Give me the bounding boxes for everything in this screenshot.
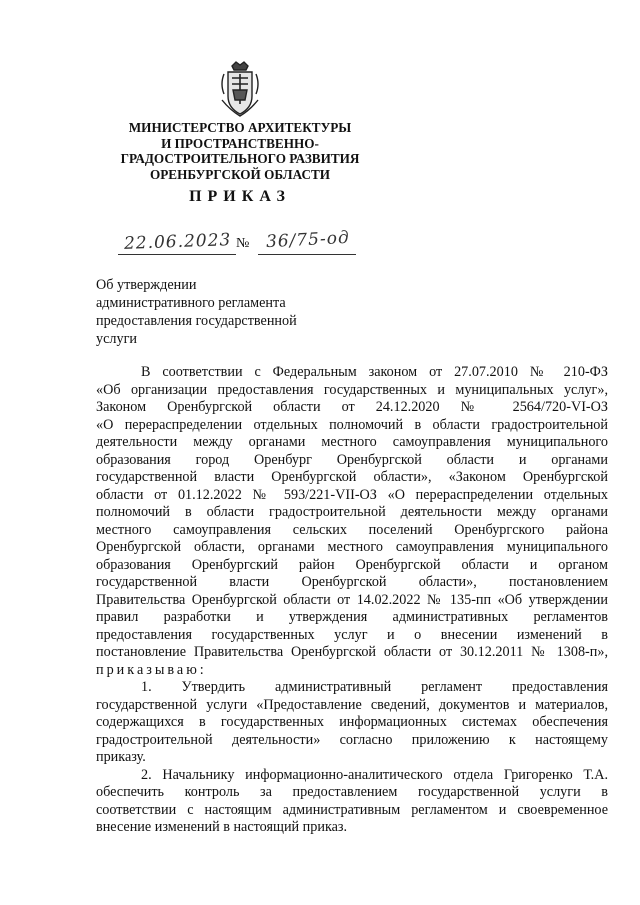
date-underline (118, 254, 236, 255)
body-line: «Об организации предоставления государственных и муниципальных услуг», (96, 381, 608, 398)
body-line: деятельности между органами местного самоуправления муниципального (96, 434, 608, 450)
body-line: образования город Оренбург Оренбургской области и органами (96, 451, 608, 468)
order-subject (96, 276, 356, 348)
body-line: содержащихся в государственных информационных системах обеспечения (96, 714, 608, 730)
order-title: ПРИКАЗ (189, 188, 291, 205)
body-line: приказу. (96, 749, 146, 765)
body-line: 1. Утвердить административный регламент предоставления (141, 679, 608, 695)
handwritten-number: 36/75-од (265, 227, 351, 253)
body-line: правил разработки и утверждения административных регламентов (96, 609, 608, 625)
ministry-line: МИНИСТЕРСТВО АРХИТЕКТУРЫ (128, 120, 352, 135)
body-line: внесение изменений в настоящий приказ. (96, 819, 348, 835)
handwritten-date: 22.06.2023 (123, 230, 232, 254)
ministry-line: И ПРОСТРАНСТВЕННО- (161, 135, 319, 151)
number-underline (258, 254, 356, 255)
body-line: государственной власти Оренбургской области», «Законом Оренбургской (96, 469, 608, 485)
item-1-paragraph (96, 679, 608, 767)
body-line: В соответствии с Федеральным законом от 27.07.2010 № 210-ФЗ (141, 364, 608, 380)
body-line: Правительства Оренбургской области от 14.02.2022 № 135-пп «Об утверждении (96, 591, 608, 608)
body-line: образования Оренбургский район Оренбургской области и органом (96, 556, 608, 573)
subject-line: предоставления государственной (96, 313, 297, 329)
body-line: соответствии с настоящим административным регламентом и своевременное (96, 801, 608, 818)
order-word: приказываю: (96, 661, 207, 678)
body-line: местного самоуправления сельских поселений Оренбургского района (96, 521, 608, 538)
item-2-paragraph (96, 767, 608, 837)
body-line: градостроительной деятельности» согласно приложению к настоящему (96, 731, 608, 748)
body-line: 2. Начальнику информационно-аналитического отдела Григоренко Т.А. (141, 766, 608, 783)
body-line: «О перераспределении отдельных полномочий в области градостроительной (96, 416, 608, 433)
body-line: государственной власти Оренбургской области», постановлением (96, 574, 608, 590)
ministry-line: ОРЕНБУРГСКОЙ ОБЛАСТИ (149, 166, 331, 182)
subject-line: административного регламента (96, 295, 286, 311)
ministry-header (96, 120, 384, 182)
body-line: полномочий в области градостроительной деятельности между органами (96, 504, 608, 520)
ministry-line: ГРАДОСТРОИТЕЛЬНОГО РАЗВИТИЯ (120, 151, 360, 166)
body-line: обеспечить контроль за предоставлением государственной услуги в (96, 784, 608, 800)
body-line: области от 01.12.2022 № 593/221-VII-ОЗ «О перераспределении отдельных (96, 486, 608, 503)
number-sign: № (236, 236, 250, 251)
body-line: предоставления государственных услуг и о внесении изменений в (96, 626, 608, 643)
body-line: Законом Оренбургской области от 24.12.2020 № 2564/720-VI-ОЗ (96, 399, 608, 415)
subject-line: Об утверждении (96, 277, 197, 293)
body-line: государственной услуги «Предоставление сведений, документов и материалов, (96, 696, 608, 713)
body-line: постановление Правительства Оренбургской области от 30.12.2011 № 1308-п», (96, 644, 608, 660)
subject-line: услуги (96, 331, 137, 347)
coat-of-arms-emblem (218, 60, 262, 118)
preamble-paragraph (96, 364, 608, 679)
body-line: Оренбургской области, органами местного самоуправления муниципального (96, 539, 608, 555)
order-date-number (118, 228, 358, 262)
order-body (96, 364, 608, 837)
